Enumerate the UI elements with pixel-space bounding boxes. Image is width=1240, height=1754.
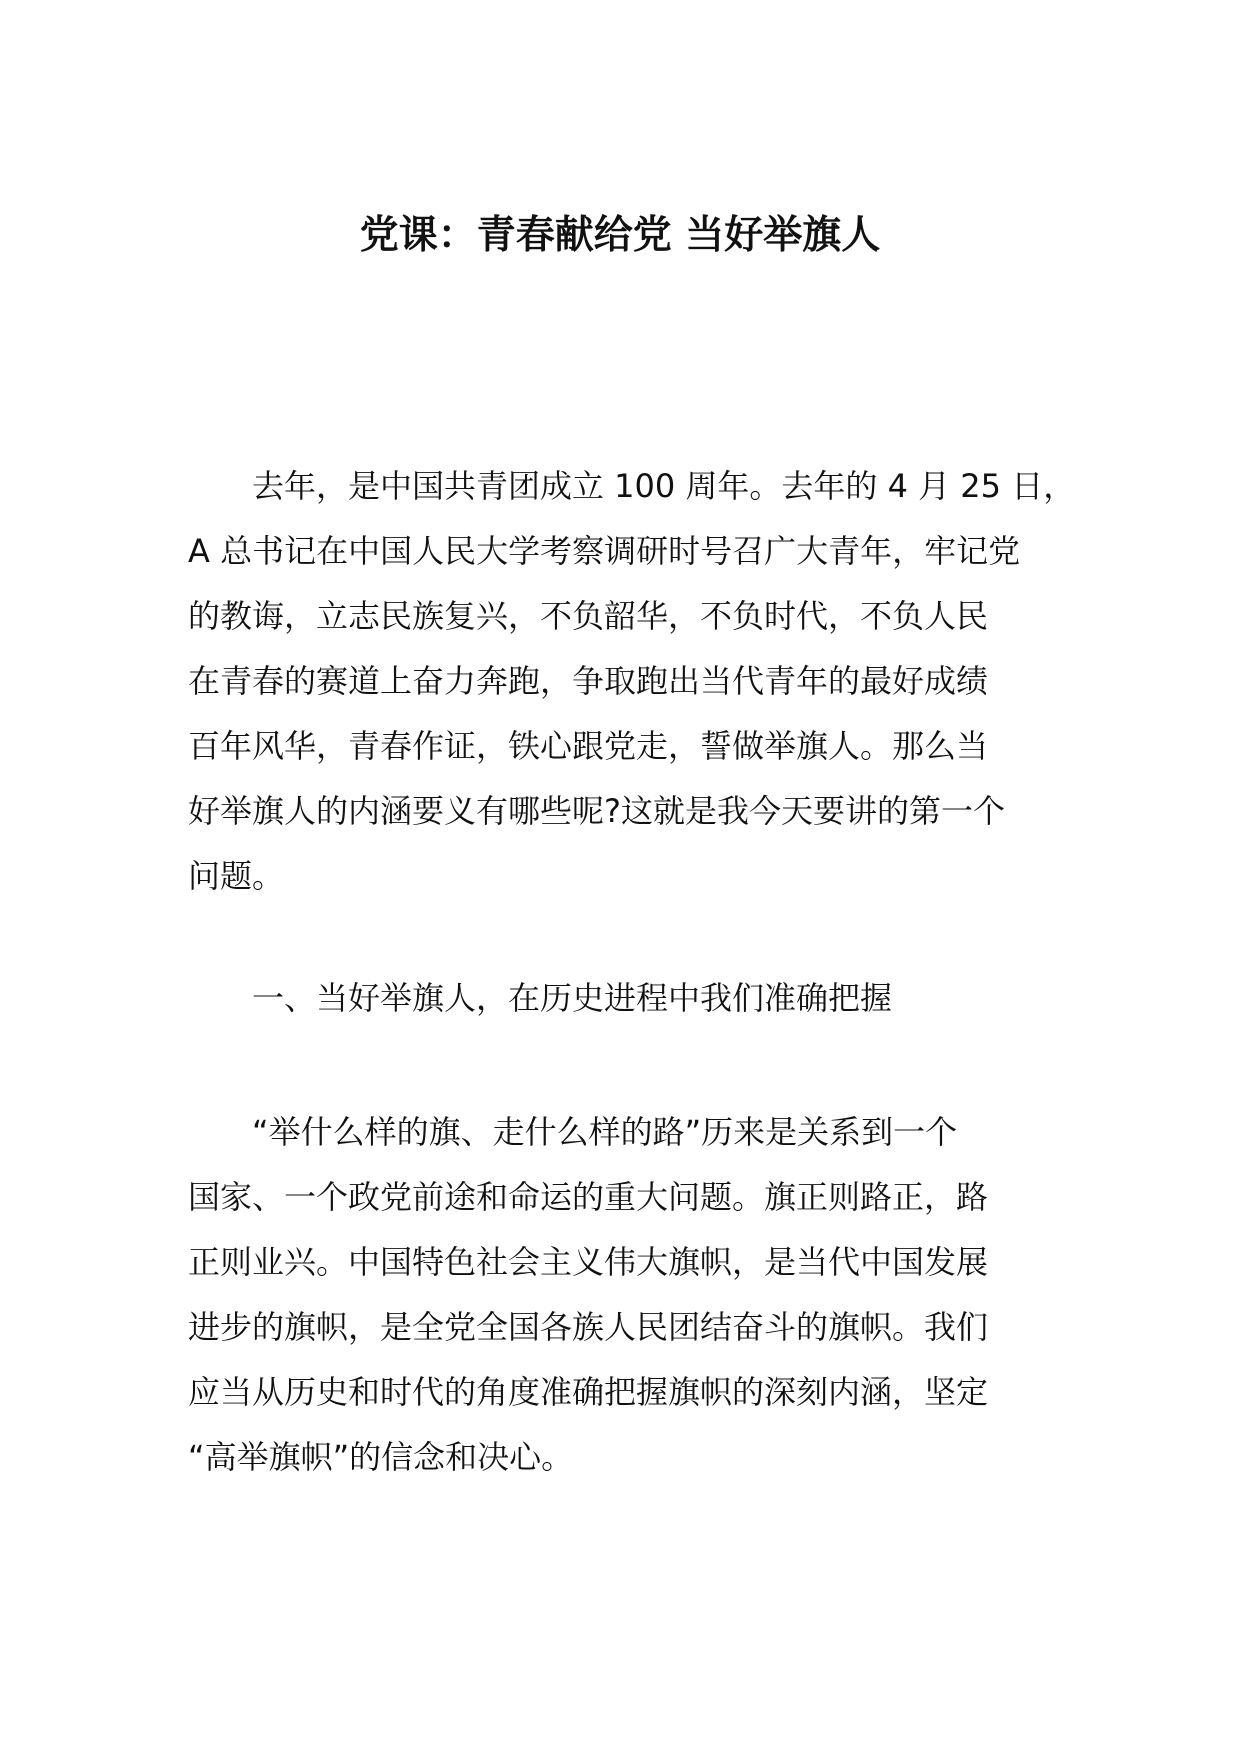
section-heading [188, 966, 1070, 1031]
paragraph-line: 去年，是中国共青团成立 100 周年。去年的 4 月 25 日， [252, 467, 1076, 505]
paragraph-line: 百年风华，青春作证，铁心跟党走，誓做举旗人。那么当 [188, 727, 989, 765]
paragraph-intro [188, 454, 1076, 909]
paragraph-line: 好举旗人的内涵要义有哪些呢?这就是我今天要讲的第一个 [188, 792, 1005, 830]
paragraph-line: 在青春的赛道上奋力奔跑，争取跑出当代青年的最好成绩 [188, 662, 989, 700]
paragraph-line: 应当从历史和时代的角度准确把握旗帜的深刻内涵，坚定 [188, 1373, 989, 1411]
paragraph-line: 问题。 [188, 857, 285, 895]
paragraph-body [188, 1100, 1070, 1490]
paragraph-line: 的教诲，立志民族复兴，不负韶华，不负时代，不负人民 [188, 597, 989, 635]
paragraph-line: A 总书记在中国人民大学考察调研时号召广大青年，牢记党 [188, 532, 1021, 570]
paragraph-line: “举什么样的旗、走什么样的路”历来是关系到一个 [252, 1113, 958, 1151]
paragraph-line: 进步的旗帜，是全党全国各族人民团结奋斗的旗帜。我们 [188, 1308, 989, 1346]
paragraph-line: 正则业兴。中国特色社会主义伟大旗帜，是当代中国发展 [188, 1243, 989, 1281]
paragraph-line: “高举旗帜”的信念和决心。 [188, 1438, 574, 1476]
paragraph-line: 国家、一个政党前途和命运的重大问题。旗正则路正，路 [188, 1178, 989, 1216]
document-title: 党课：青春献给党 当好举旗人 [359, 213, 881, 258]
section-heading-text: 一、当好举旗人，在历史进程中我们准确把握 [252, 979, 893, 1017]
